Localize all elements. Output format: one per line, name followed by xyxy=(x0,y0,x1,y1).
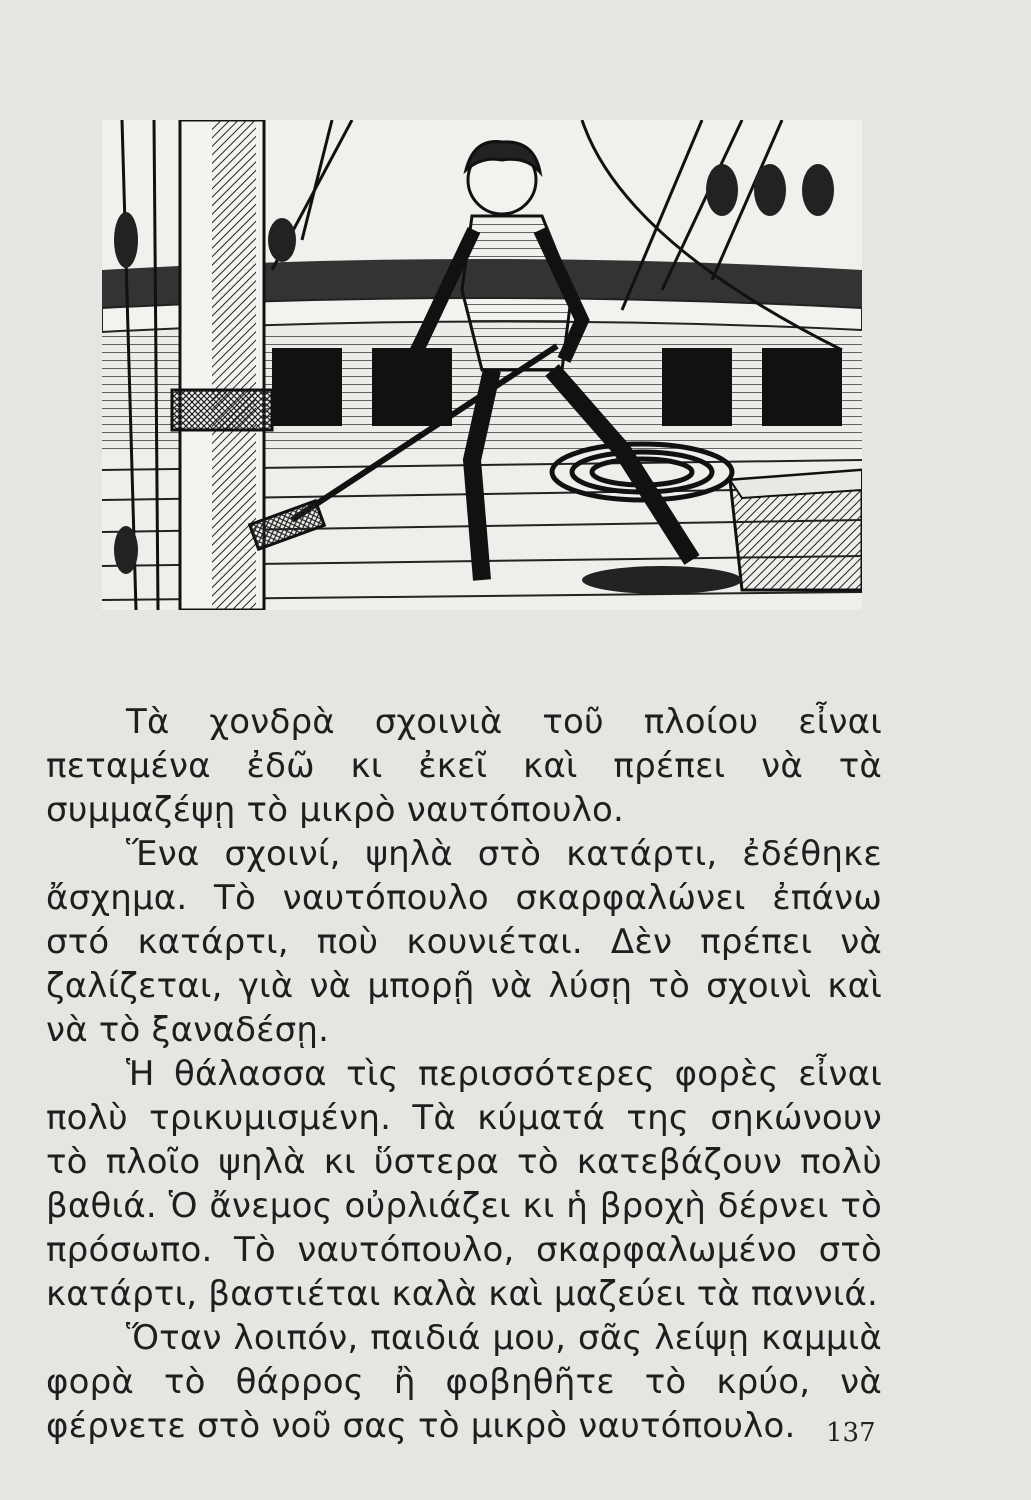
paragraph-2: Ἕνα σχοινί, ψηλὰ στὸ κατάρτι, ἐδέθηκε ἄσχημα. Τὸ ναυτόπουλο σκαρφαλώνει ἐπάνω στό κατάρτι, ποὺ κουνιέται. Δὲν πρέπει νὰ ζαλίζεται, γιὰ νὰ μπορῇ νὰ λύσῃ τὸ σχοινὶ καὶ νὰ τὸ ξαναδέσῃ. xyxy=(46,834,882,1050)
paragraph-3: Ἡ θάλασσα τὶς περισσότερες φορὲς εἶναι πολὺ τρικυμισμένη. Τὰ κύματά της σηκώνουν τὸ πλοῖο ψηλὰ κι ὕστερα τὸ κατεβάζουν πολὺ βαθιά. Ὁ ἄνεμος οὐρλιάζει κι ἡ βροχὴ δέρνει τὸ πρόσωπο. Τὸ ναυτόπουλο, σκαρφαλωμένο στὸ κατάρτι, βαστιέται καλὰ καὶ μαζεύει τὰ παννιά. xyxy=(46,1054,882,1314)
paragraph-1: Τὰ χονδρὰ σχοινιὰ τοῦ πλοίου εἶναι πεταμένα ἐδῶ κι ἐκεῖ καὶ πρέπει νὰ τὰ συμμαζέψῃ τὸ μικρὸ ναυτόπουλο. xyxy=(46,702,882,830)
paragraph-4: Ὅταν λοιπόν, παιδιά μου, σᾶς λείψῃ καμμιὰ φορὰ τὸ θάρρος ἢ φοβηθῆτε τὸ κρύο, νὰ φέρνετε στὸ νοῦ σας τὸ μικρὸ ναυτόπουλο. xyxy=(46,1318,882,1446)
page-number: 137 xyxy=(826,1418,876,1448)
ship-boy-illustration xyxy=(102,120,862,610)
story-text xyxy=(46,700,882,1448)
